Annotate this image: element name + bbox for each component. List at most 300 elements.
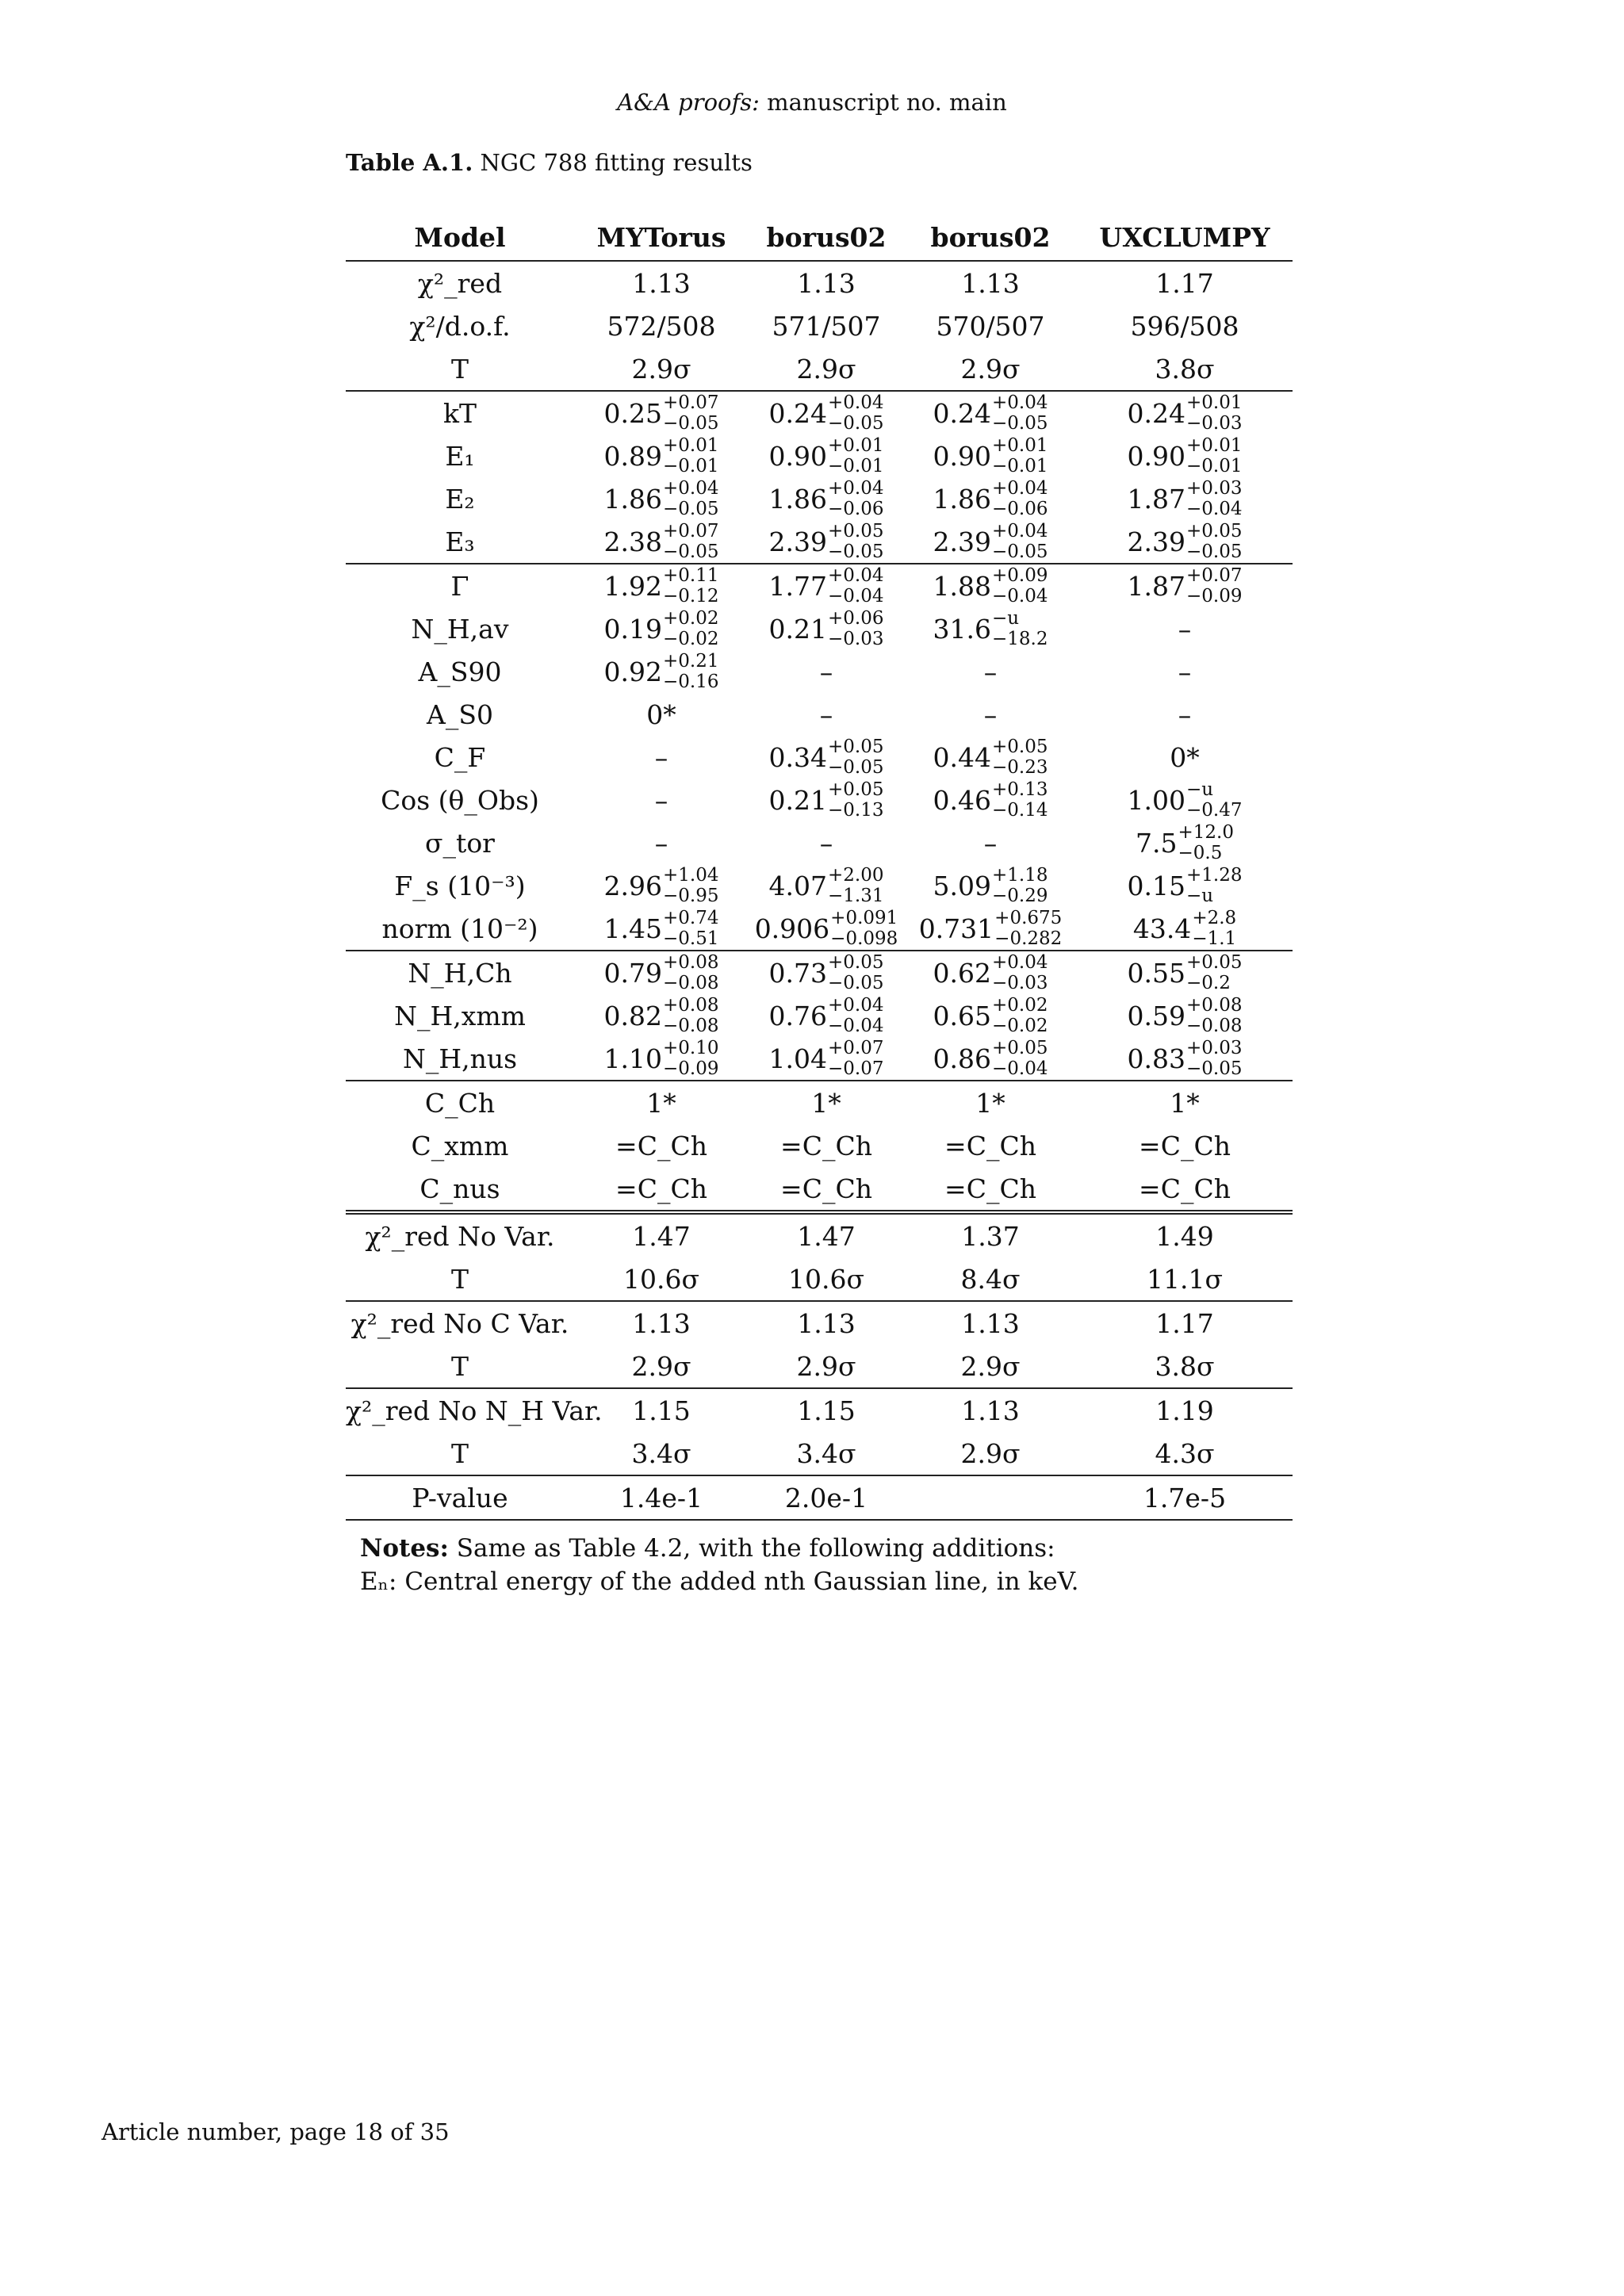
value-with-errors xyxy=(1136,822,1234,863)
lower-error: −0.05 xyxy=(828,413,884,434)
table-cell xyxy=(904,994,1077,1037)
table-cell: – xyxy=(1178,656,1192,687)
table-cell: 570/507 xyxy=(936,310,1045,342)
table-cell: 596/508 xyxy=(1130,310,1239,342)
lower-error: −0.06 xyxy=(992,499,1048,519)
table-cell xyxy=(749,779,904,821)
table-cell xyxy=(1077,864,1293,907)
table-cell xyxy=(574,391,749,434)
table-cell xyxy=(749,434,904,477)
value-base: 0.82 xyxy=(603,1000,662,1031)
table-cell: 2.9σ xyxy=(960,353,1021,385)
fitting-results-table xyxy=(346,214,1293,1521)
upper-error: −u xyxy=(992,608,1020,629)
lower-error: −0.04 xyxy=(828,586,884,607)
upper-error: +0.07 xyxy=(663,521,719,541)
row-label: σ_tor xyxy=(425,827,495,859)
table-cell xyxy=(1077,779,1293,821)
value-with-errors xyxy=(1132,908,1237,949)
value-base: 1.77 xyxy=(768,570,827,602)
value-with-errors xyxy=(768,521,884,562)
table-cell xyxy=(1077,391,1293,434)
row-label: χ²_red No N_H Var. xyxy=(346,1388,574,1432)
row-label: C_xmm xyxy=(411,1130,509,1161)
upper-error: +0.04 xyxy=(828,478,884,499)
upper-error: +0.05 xyxy=(828,779,884,800)
table-cell: 2.9σ xyxy=(960,1437,1021,1469)
upper-error: +0.05 xyxy=(828,952,884,973)
lower-error: −0.2 xyxy=(1186,973,1231,993)
value-error-bounds xyxy=(828,478,884,519)
value-error-bounds xyxy=(1186,952,1243,993)
lower-error: −0.07 xyxy=(828,1058,884,1079)
value-base: 0.19 xyxy=(603,613,662,645)
row-label: C_Ch xyxy=(346,1081,574,1124)
upper-error: +0.04 xyxy=(663,478,719,499)
table-cell: =C_Ch xyxy=(615,1130,707,1161)
lower-error: −0.05 xyxy=(663,541,719,562)
table-cell xyxy=(749,477,904,520)
table-cell xyxy=(574,520,749,564)
table-body xyxy=(346,261,1293,1520)
value-error-bounds xyxy=(828,392,884,434)
value-base: 2.96 xyxy=(603,870,662,901)
upper-error: +0.05 xyxy=(992,1038,1048,1058)
table-cell: 1.15 xyxy=(749,1388,904,1432)
lower-error: −0.29 xyxy=(992,886,1048,906)
lower-error: −0.95 xyxy=(663,886,719,906)
value-base: 0.92 xyxy=(603,656,662,687)
table-row xyxy=(346,1432,1293,1475)
table-row xyxy=(346,1345,1293,1388)
table-cell: – xyxy=(654,784,668,816)
lower-error: −0.03 xyxy=(1186,413,1243,434)
table-cell xyxy=(904,736,1077,779)
table-cell: – xyxy=(819,698,833,730)
value-with-errors xyxy=(603,865,719,906)
upper-error: +0.09 xyxy=(992,565,1048,586)
upper-error: +0.01 xyxy=(1186,435,1243,456)
value-with-errors xyxy=(603,651,719,692)
table-row xyxy=(346,951,1293,994)
col-header-mytorus: MYTorus xyxy=(574,214,749,261)
table-cell: 572/508 xyxy=(607,310,716,342)
upper-error: +0.01 xyxy=(663,435,719,456)
row-label: χ²_red xyxy=(346,261,574,304)
value-with-errors xyxy=(768,435,884,476)
upper-error: +0.05 xyxy=(828,521,884,541)
table-cell xyxy=(1077,434,1293,477)
table-cell xyxy=(904,477,1077,520)
value-error-bounds xyxy=(663,908,719,949)
table-cell: 3.4σ xyxy=(631,1437,691,1469)
value-error-bounds xyxy=(992,995,1048,1036)
value-error-bounds xyxy=(992,952,1048,993)
value-with-errors xyxy=(933,608,1048,649)
table-header-row xyxy=(346,214,1293,261)
value-error-bounds xyxy=(1186,995,1243,1036)
upper-error: +0.02 xyxy=(663,608,719,629)
table-cell xyxy=(1077,951,1293,994)
table-row xyxy=(346,1301,1293,1345)
lower-error: −1.1 xyxy=(1192,928,1237,949)
table-row xyxy=(346,347,1293,391)
table-cell: 1.19 xyxy=(1077,1388,1293,1432)
value-error-bounds xyxy=(1178,822,1234,863)
lower-error: −0.04 xyxy=(992,1058,1048,1079)
lower-error: −0.5 xyxy=(1178,843,1223,863)
upper-error: +0.04 xyxy=(992,952,1048,973)
table-cell xyxy=(904,520,1077,564)
table-container xyxy=(346,214,1293,1598)
value-base: 7.5 xyxy=(1136,827,1178,859)
table-cell: 571/507 xyxy=(772,310,881,342)
value-error-bounds xyxy=(828,1038,884,1079)
value-error-bounds xyxy=(663,521,719,562)
table-cell: – xyxy=(819,827,833,859)
row-label: T xyxy=(450,1437,469,1469)
table-cell xyxy=(904,434,1077,477)
table-cell: 4.3σ xyxy=(1155,1437,1215,1469)
value-error-bounds xyxy=(992,779,1048,821)
table-cell: 1.7e-5 xyxy=(1077,1475,1293,1520)
value-with-errors xyxy=(1127,521,1243,562)
value-with-errors xyxy=(768,565,884,607)
value-base: 0.83 xyxy=(1127,1043,1185,1074)
row-label: E₂ xyxy=(445,483,475,515)
value-error-bounds xyxy=(828,865,884,906)
table-row xyxy=(346,864,1293,907)
upper-error: +0.04 xyxy=(992,392,1048,413)
table-row xyxy=(346,1388,1293,1432)
value-with-errors xyxy=(768,952,884,993)
col-header-model: Model xyxy=(346,214,574,261)
value-error-bounds xyxy=(828,565,884,607)
lower-error: −0.09 xyxy=(663,1058,719,1079)
value-with-errors xyxy=(603,392,719,434)
table-cell: – xyxy=(983,827,998,859)
table-cell xyxy=(574,477,749,520)
table-cell xyxy=(749,736,904,779)
table-cell: 1.4e-1 xyxy=(574,1475,749,1520)
table-cell xyxy=(749,994,904,1037)
upper-error: +0.04 xyxy=(828,565,884,586)
table-cell xyxy=(749,564,904,607)
row-label: P-value xyxy=(346,1475,574,1520)
row-label: χ²_red No C Var. xyxy=(346,1301,574,1345)
manuscript-label: manuscript no. main xyxy=(759,89,1007,116)
upper-error: +0.02 xyxy=(992,995,1048,1016)
row-label: Cos (θ_Obs) xyxy=(381,784,539,816)
table-cell: 2.9σ xyxy=(960,1350,1021,1382)
value-error-bounds xyxy=(830,908,898,949)
value-with-errors xyxy=(768,865,884,906)
table-cell xyxy=(1077,520,1293,564)
row-label: N_H,nus xyxy=(402,1043,518,1074)
table-cell: =C_Ch xyxy=(1139,1130,1231,1161)
value-base: 0.73 xyxy=(768,957,827,989)
table-row xyxy=(346,304,1293,347)
table-cell xyxy=(574,1037,749,1081)
table-cell: 3.8σ xyxy=(1155,1350,1215,1382)
value-error-bounds xyxy=(992,565,1048,607)
upper-error: +0.08 xyxy=(663,995,719,1016)
upper-error: +2.8 xyxy=(1192,908,1237,928)
table-row xyxy=(346,1212,1293,1257)
value-error-bounds xyxy=(663,608,719,649)
value-base: 0.76 xyxy=(768,1000,827,1031)
table-row xyxy=(346,1081,1293,1124)
value-error-bounds xyxy=(663,651,719,692)
table-cell: 2.9σ xyxy=(631,353,691,385)
upper-error: +0.07 xyxy=(1186,565,1243,586)
row-label: Γ xyxy=(346,564,574,607)
value-error-bounds xyxy=(992,1038,1048,1079)
value-error-bounds xyxy=(828,608,884,649)
value-error-bounds xyxy=(828,737,884,778)
table-cell xyxy=(904,1475,1077,1520)
value-base: 0.25 xyxy=(603,397,662,429)
value-base: 1.86 xyxy=(933,483,991,515)
row-label: χ²_red No Var. xyxy=(346,1212,574,1257)
upper-error: +0.04 xyxy=(828,392,884,413)
upper-error: +0.05 xyxy=(992,737,1048,757)
value-base: 0.65 xyxy=(933,1000,991,1031)
table-cell xyxy=(904,564,1077,607)
table-cell: =C_Ch xyxy=(944,1173,1036,1204)
lower-error: −0.03 xyxy=(992,973,1048,993)
upper-error: +0.091 xyxy=(830,908,898,928)
upper-error: +0.07 xyxy=(663,392,719,413)
table-cell xyxy=(1077,1037,1293,1081)
value-with-errors xyxy=(603,608,719,649)
lower-error: −0.01 xyxy=(828,456,884,476)
lower-error: −0.01 xyxy=(992,456,1048,476)
value-with-errors xyxy=(603,435,719,476)
value-base: 0.86 xyxy=(933,1043,991,1074)
upper-error: +12.0 xyxy=(1178,822,1234,843)
table-row xyxy=(346,1037,1293,1081)
table-cell xyxy=(904,391,1077,434)
table-cell: =C_Ch xyxy=(615,1173,707,1204)
value-base: 0.21 xyxy=(768,613,827,645)
value-with-errors xyxy=(768,608,884,649)
upper-error: +2.00 xyxy=(828,865,884,886)
value-base: 0.15 xyxy=(1127,870,1185,901)
value-error-bounds xyxy=(828,779,884,821)
table-cell xyxy=(749,951,904,994)
table-row xyxy=(346,434,1293,477)
table-row xyxy=(346,1257,1293,1301)
value-error-bounds xyxy=(992,865,1048,906)
journal-name: A&A proofs: xyxy=(617,89,760,116)
value-error-bounds xyxy=(1186,865,1243,906)
table-cell: 2.0e-1 xyxy=(749,1475,904,1520)
table-cell xyxy=(749,907,904,951)
lower-error: −0.47 xyxy=(1186,800,1243,821)
table-cell: – xyxy=(983,698,998,730)
lower-error: −0.05 xyxy=(1186,1058,1243,1079)
value-with-errors xyxy=(1127,435,1243,476)
table-row xyxy=(346,564,1293,607)
notes-text: Same as Table 4.2, with the following additions: xyxy=(448,1534,1055,1563)
value-base: 0.906 xyxy=(754,913,830,944)
upper-error: +0.01 xyxy=(828,435,884,456)
table-cell: 1.15 xyxy=(574,1388,749,1432)
value-base: 0.21 xyxy=(768,784,827,816)
table-cell: 0* xyxy=(646,698,676,730)
table-caption xyxy=(346,149,753,176)
value-with-errors xyxy=(933,521,1048,562)
table-cell xyxy=(904,951,1077,994)
row-label: E₁ xyxy=(445,440,475,472)
table-cell: 10.6σ xyxy=(622,1263,699,1295)
table-cell xyxy=(749,1037,904,1081)
table-cell: – xyxy=(654,827,668,859)
upper-error: +0.07 xyxy=(828,1038,884,1058)
value-base: 0.79 xyxy=(603,957,662,989)
value-base: 1.04 xyxy=(768,1043,827,1074)
value-with-errors xyxy=(768,478,884,519)
lower-error: −0.51 xyxy=(663,928,719,949)
value-error-bounds xyxy=(663,435,719,476)
lower-error: −0.05 xyxy=(992,541,1048,562)
table-cell: 1.17 xyxy=(1077,261,1293,304)
value-base: 2.38 xyxy=(603,526,662,557)
row-label: N_H,xmm xyxy=(394,1000,526,1031)
lower-error: −0.282 xyxy=(994,928,1063,949)
table-cell xyxy=(904,1037,1077,1081)
lower-error: −0.05 xyxy=(828,541,884,562)
lower-error: −0.01 xyxy=(663,456,719,476)
lower-error: −u xyxy=(1186,886,1214,906)
upper-error: +0.10 xyxy=(663,1038,719,1058)
row-label: A_S0 xyxy=(427,698,493,730)
lower-error: −0.02 xyxy=(992,1016,1048,1036)
table-cell xyxy=(904,907,1077,951)
row-label: F_s (10⁻³) xyxy=(394,870,526,901)
table-row xyxy=(346,650,1293,693)
value-with-errors xyxy=(933,1038,1048,1079)
table-cell: – xyxy=(819,656,833,687)
value-base: 1.86 xyxy=(603,483,662,515)
table-cell: 3.8σ xyxy=(1155,353,1215,385)
table-cell: 8.4σ xyxy=(960,1263,1021,1295)
lower-error: −1.31 xyxy=(828,886,884,906)
table-cell: =C_Ch xyxy=(780,1173,872,1204)
upper-error: +0.04 xyxy=(828,995,884,1016)
table-row xyxy=(346,391,1293,434)
value-base: 2.39 xyxy=(1127,526,1185,557)
value-with-errors xyxy=(768,1038,884,1079)
table-cell xyxy=(574,607,749,650)
value-error-bounds xyxy=(992,521,1048,562)
table-cell xyxy=(904,607,1077,650)
table-row xyxy=(346,477,1293,520)
value-base: 0.34 xyxy=(768,741,827,773)
table-row xyxy=(346,994,1293,1037)
table-cell: =C_Ch xyxy=(780,1130,872,1161)
table-cell: =C_Ch xyxy=(1139,1173,1231,1204)
value-base: 1.88 xyxy=(933,570,991,602)
notes-line-2: Eₙ: Central energy of the added nth Gaussian line, in keV. xyxy=(360,1567,1079,1596)
lower-error: −0.05 xyxy=(1186,541,1243,562)
notes-line-1 xyxy=(360,1532,1293,1565)
table-cell xyxy=(749,607,904,650)
lower-error: −18.2 xyxy=(992,629,1048,649)
table-cell: 1* xyxy=(1077,1081,1293,1124)
value-with-errors xyxy=(1127,478,1243,519)
table-cell: 1.13 xyxy=(904,1301,1077,1345)
value-error-bounds xyxy=(1186,521,1243,562)
lower-error: −0.03 xyxy=(828,629,884,649)
value-error-bounds xyxy=(663,952,719,993)
value-base: 0.24 xyxy=(1127,397,1185,429)
table-cell xyxy=(574,564,749,607)
table-cell xyxy=(574,907,749,951)
table-label: Table A.1. xyxy=(346,149,473,176)
table-cell xyxy=(904,864,1077,907)
upper-error: +0.21 xyxy=(663,651,719,672)
table-cell xyxy=(1077,821,1293,864)
value-with-errors xyxy=(918,908,1063,949)
table-row xyxy=(346,607,1293,650)
table-cell: – xyxy=(654,741,668,773)
value-error-bounds xyxy=(663,565,719,607)
col-header-borus02-a: borus02 xyxy=(749,214,904,261)
table-cell: 1.13 xyxy=(574,1301,749,1345)
table-cell xyxy=(574,434,749,477)
lower-error: −0.05 xyxy=(663,413,719,434)
table-cell: 1.13 xyxy=(749,261,904,304)
col-header-uxclumpy: UXCLUMPY xyxy=(1077,214,1293,261)
value-error-bounds xyxy=(828,952,884,993)
lower-error: −0.02 xyxy=(663,629,719,649)
upper-error: +1.28 xyxy=(1186,865,1243,886)
value-with-errors xyxy=(1127,865,1243,906)
lower-error: −0.08 xyxy=(663,973,719,993)
row-label: kT xyxy=(346,391,574,434)
value-error-bounds xyxy=(992,478,1048,519)
value-error-bounds xyxy=(828,521,884,562)
value-error-bounds xyxy=(828,995,884,1036)
table-cell: =C_Ch xyxy=(944,1130,1036,1161)
row-label: N_H,av xyxy=(411,613,509,645)
value-error-bounds xyxy=(663,995,719,1036)
value-with-errors xyxy=(1127,565,1243,607)
lower-error: −0.04 xyxy=(992,586,1048,607)
row-label: C_nus xyxy=(419,1173,500,1204)
table-row xyxy=(346,1167,1293,1212)
value-error-bounds xyxy=(1186,1038,1243,1079)
lower-error: −0.23 xyxy=(992,757,1048,778)
upper-error: +0.05 xyxy=(1186,952,1243,973)
value-base: 43.4 xyxy=(1132,913,1192,944)
value-base: 2.39 xyxy=(768,526,827,557)
lower-error: −0.08 xyxy=(663,1016,719,1036)
table-row xyxy=(346,821,1293,864)
value-with-errors xyxy=(933,865,1048,906)
value-error-bounds xyxy=(1186,478,1243,519)
value-with-errors xyxy=(754,908,898,949)
value-error-bounds xyxy=(1186,565,1243,607)
lower-error: −0.098 xyxy=(830,928,898,949)
lower-error: −0.05 xyxy=(663,499,719,519)
value-with-errors xyxy=(933,737,1048,778)
upper-error: +0.675 xyxy=(994,908,1063,928)
upper-error: +0.01 xyxy=(992,435,1048,456)
value-base: 0.90 xyxy=(1127,440,1185,472)
